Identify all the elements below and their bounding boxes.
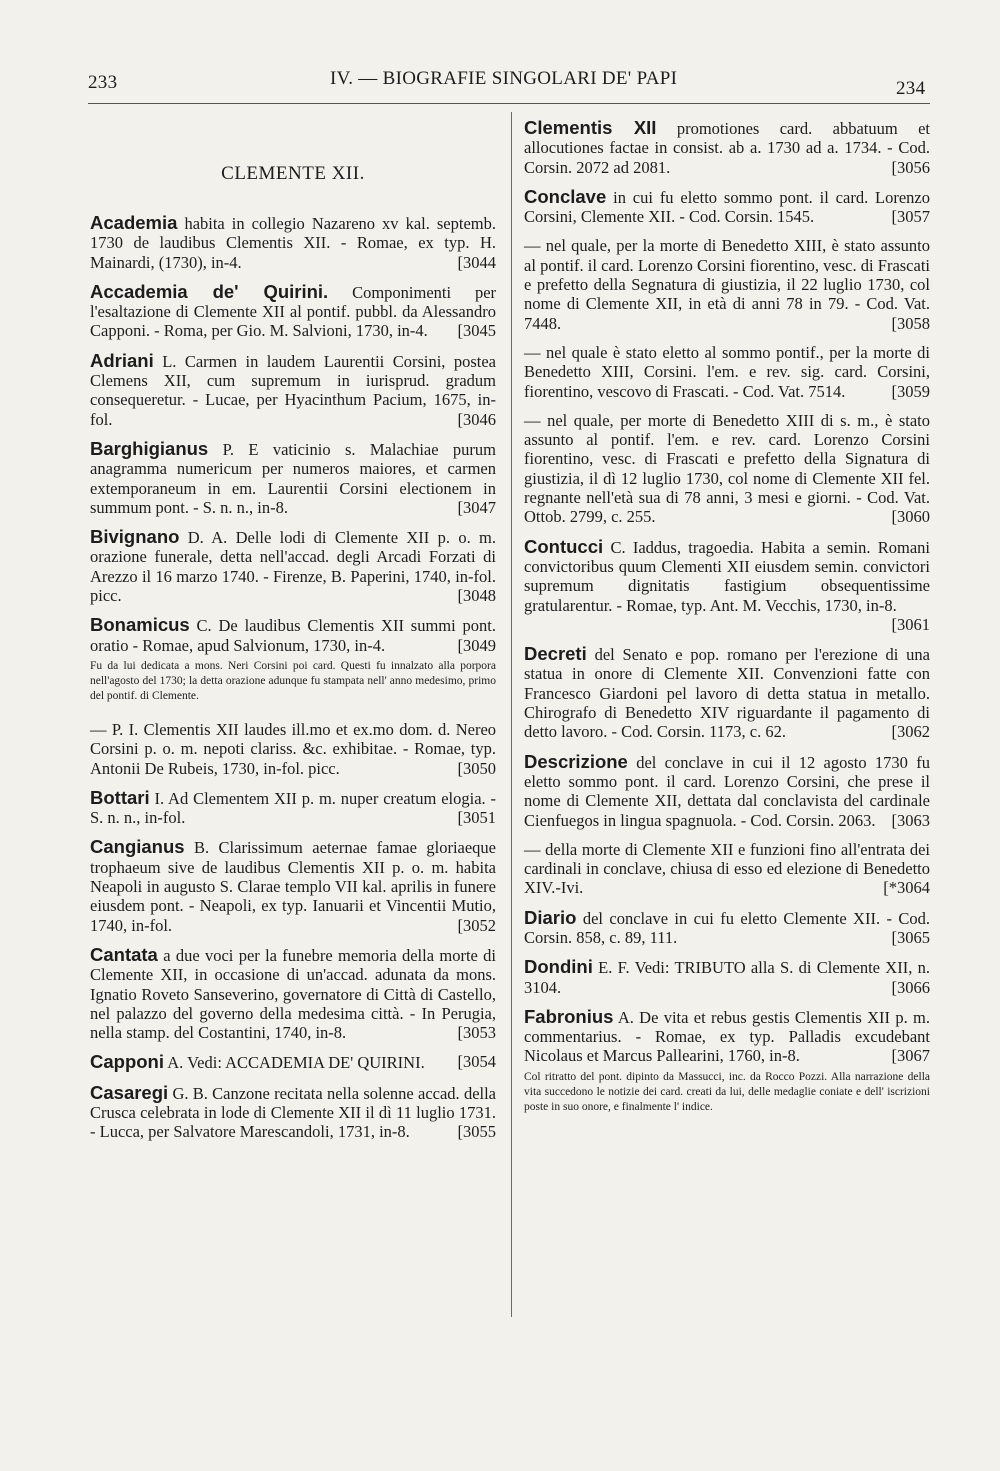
entry-text: della morte di Clemente XII e funzioni fino all'entrata dei cardinali in conclave, chiusa di esso ed elezione di Benedetto XIV.-Ivi. (524, 839, 931, 898)
entry-heading: Adriani (90, 349, 154, 371)
entry-text: A. Vedi: ACCADEMIA DE' QUIRINI. (167, 1053, 425, 1073)
entry-number: [3056 (891, 157, 930, 177)
entry-text: promotiones card. abbatuum et allocutiones factae in consist. ab a. 1730 ad a. 1734. - Cod. Corsin. 2072 ad 2081. (524, 119, 930, 177)
entry-number: [3045 (457, 321, 496, 341)
bibliography-entry (524, 840, 930, 898)
entry-number: [3061 (891, 614, 930, 634)
entry-number: [3063 (891, 810, 930, 830)
entry-text: G. B. Canzone recitata nella solenne accad. della Crusca celebrata in lode di Clemente XII il dì 11 luglio 1731. - Lucca, per Salvatore Marescandoli, 1731, in-8. (90, 1083, 497, 1142)
entry-number: [3067 (891, 1046, 930, 1066)
entry-number: [3051 (457, 808, 496, 828)
entry-number: [3048 (457, 586, 496, 606)
bibliography-entry (524, 752, 930, 830)
bibliography-entry (524, 957, 930, 997)
entry-text: in cui fu eletto sommo pont. il card. Lorenzo Corsini, Clemente XII. - Cod. Corsin. 1545. (524, 187, 931, 227)
entry-heading: Conclave (524, 185, 607, 207)
page-header (0, 68, 1000, 102)
entry-text: I. Ad Clementem XII p. m. nuper creatum elogia. - S. n. n., in-fol. (90, 788, 496, 828)
entry-number: [3060 (891, 507, 930, 527)
entry-heading: Diario (524, 906, 577, 928)
entry-heading: Bottari (90, 786, 150, 808)
bibliography-entry (90, 213, 496, 272)
entry-text: habita in collegio Nazareno xv kal. septemb. 1730 de laudibus Clementis XII. - Romae, ex typ. H. Mainardi, (1730), in-4. (90, 214, 496, 272)
entry-heading: — P. I. (90, 719, 139, 739)
entry-text: C. Iaddus, tragoedia. Habita a semin. Romani convictoribus quum Clementi XII eiusdem semin. convictori supremum dignitatis fastigium obsequentissime gratularentur. - Romae, typ. Ant. M. Vecchis, 1730, in-8. (524, 537, 931, 615)
entry-text: P. E vaticinio s. Malachiae purum anagramma numericum per numeros maiores, et carmen extemporaneum in em. Laurentii Corsini electionem in summum pont. - S. n. n., in-8. (90, 439, 496, 517)
entry-number: [3059 (891, 381, 930, 401)
bibliography-entry (524, 118, 930, 177)
entry-heading: Bivignano (90, 526, 180, 548)
page-number-right: 234 (896, 78, 926, 99)
entry-text: del Senato e pop. romano per l'erezione di una statua in onore di Clemente XII. Convenzioni fatte con Francesco Giardoni pel lavoro di detta statua in metallo. Chirografo di Benedetto XIV riguardante il pagamento di detto lavoro. - Cod. Corsin. 1173, c. 62. (524, 645, 930, 742)
entry-heading: Academia (90, 212, 178, 233)
entry-text: E. F. Vedi: TRIBUTO alla S. di Clemente XII, n. 3104. (524, 958, 930, 997)
entry-number: [3046 (457, 409, 496, 429)
entry-number: [3057 (891, 207, 930, 227)
bibliography-entry (524, 537, 930, 634)
entry-heading: Accademia de' Quirini. (90, 280, 329, 302)
bibliography-entry (90, 439, 496, 517)
entry-number: [3054 (457, 1052, 496, 1072)
entry-heading: Barghigianus (90, 437, 209, 459)
entry-number: [3065 (891, 927, 930, 947)
left-column (90, 118, 496, 1152)
bibliography-entry (90, 527, 496, 605)
entry-text: A. De vita et rebus gestis Clementis XII p. m. commentarius. - Romae, ex typ. Palladis excudebant Nicolaus et Marcus Pallearini, 1760, in-8. (524, 1007, 931, 1066)
section-title: CLEMENTE XII. (221, 163, 365, 184)
entry-text: C. De laudibus Clementis XII summi pont. oratio - Romae, apud Salvionum, 1730, in-4. (90, 616, 496, 655)
entry-heading: Casaregi (90, 1081, 169, 1103)
entry-number: [3066 (891, 977, 930, 997)
entry-number: [3044 (457, 252, 496, 272)
entry-note: Col ritratto del pont. dipinto da Massucci, inc. da Rocco Pozzi. Alla narrazione della vita succedono le notizie dei card. creati da lui, delle medaglie coniate e dell' iscrizioni poste in suo onore, e finalmente l' indice. (524, 1070, 930, 1113)
bibliography-entry (524, 236, 930, 332)
bibliography-entry (90, 351, 496, 429)
entry-heading: — (524, 236, 541, 256)
entry-text: Clementis XII laudes ill.mo et ex.mo dom. d. Nereo Corsini p. o. m. nepoti clariss. &c. exhibitae. - Romae, typ. Antonii De Rubeis, 1730, in-fol. picc. (90, 719, 497, 778)
entry-text: del conclave in cui il 12 agosto 1730 fu eletto sommo pont. il card. Lorenzo Corsini, che prese il nome di Clemente XII, dettata dal conclavista del cardinale Cienfuegos in lingua spagnuola. - Cod. Corsin. 2063. (524, 752, 930, 830)
entry-text: L. Carmen in laudem Laurentii Corsini, postea Clemens XII, cum supremum in iurisprud. gradum consequeretur. - Lucae, per Hyacinthum Pacium, 1675, in-fol. (90, 351, 497, 429)
column-divider (511, 112, 512, 1317)
entry-heading: Clementis XII (524, 117, 657, 138)
entry-number: [3055 (457, 1122, 496, 1142)
entry-heading: Contucci (524, 535, 604, 557)
entry-heading: Cangianus (90, 836, 185, 858)
entry-number: [3058 (891, 313, 930, 333)
entry-number: [3053 (457, 1023, 496, 1043)
entry-number: [3052 (457, 915, 496, 935)
bibliography-entry (90, 945, 496, 1042)
header-rule (88, 103, 930, 104)
bibliography-entry (90, 1052, 496, 1072)
bibliography-entry (524, 1007, 930, 1066)
entry-heading: Capponi (90, 1051, 164, 1073)
entry-number: [*3064 (883, 878, 930, 898)
entry-heading: Cantata (90, 943, 158, 965)
entry-text: D. A. Delle lodi di Clemente XII p. o. m. orazione funerale, detta nell'accad. degli Arcadi Forzati di Arezzo il 16 marzo 1740. - Firenze, B. Paperini, 1740, in-fol. picc. (90, 528, 497, 606)
bibliography-entry (90, 282, 496, 341)
running-title: IV. — BIOGRAFIE SINGOLARI DE' PAPI (330, 68, 678, 89)
entry-number: [3049 (457, 635, 496, 655)
bibliography-entry (90, 837, 496, 934)
entry-heading: Bonamicus (90, 614, 190, 636)
right-column (524, 118, 930, 1131)
entry-text: a due voci per la funebre memoria della morte di Clemente XII, in occasione di un'accad. adunata da mons. Ignatio Roveto Sanseverino, governatore di Città di Castello, nel palazzo del governo della medesima città. - In Perugia, nella stamp. del Costantini, 1740, in-8. (90, 945, 497, 1043)
bibliography-entry (524, 644, 930, 741)
page-number-left: 233 (88, 72, 118, 93)
entry-text: Componimenti per l'esaltazione di Clemente XII al pontif. pubbl. da Alessandro Capponi. - Roma, per Gio. M. Salvioni, 1730, in-4. (90, 282, 497, 341)
entry-heading: Decreti (524, 643, 587, 665)
bibliography-entry (90, 720, 496, 778)
bibliography-entry (524, 187, 930, 227)
bibliography-entry (90, 615, 496, 655)
entry-heading: Descrizione (524, 750, 628, 772)
bibliography-entry (90, 788, 496, 828)
entry-heading: Fabronius (524, 1005, 614, 1027)
entry-heading: — (524, 410, 541, 430)
entry-text: nel quale, per la morte di Benedetto XIII, è stato assunto al pontif. il card. Lorenzo Corsini fiorentino, vesc. di Frascati e prefetto della Segnatura di giustizia, il 22 luglio 1730, col nome di Clemente XII, in età di anni 78 in 79. - Cod. Vat. 7448. (524, 236, 931, 333)
entry-number: [3047 (457, 497, 496, 517)
entry-heading: — (524, 839, 541, 859)
entry-text: nel quale, per morte di Benedetto XIII di s. m., è stato assunto al pontif. l'em. e rev. card. Lorenzo Corsini fiorentino, vesc. di Frascati e prefetto della Signatura di giustizia, il dì 12 luglio 1730, col nome di Clemente XII fel. regnante nell'età sua di 78 anni, 3 mesi e giorni. - Cod. Vat. Ottob. 2799, c. 255. (524, 410, 930, 527)
bibliography-entry (524, 343, 930, 401)
entry-heading: Dondini (524, 956, 593, 978)
entry-text: del conclave in cui fu eletto Clemente XII. - Cod. Corsin. 858, c. 89, 111. (524, 908, 930, 947)
entry-number: [3062 (891, 722, 930, 742)
bibliography-entry (524, 908, 930, 948)
entry-text: B. Clarissimum aeternae famae gloriaeque trophaeum sive de laudibus Clementis XII p. o. m. habita Neapoli in augusto S. Clarae templo VII kal. aprilis in funere eiusdem pont. - Neapoli, ex typ. Ianuarii et Vincentii Mutio, 1740, in-fol. (90, 838, 496, 935)
entry-text: nel quale è stato eletto al sommo pontif., per la morte di Benedetto XIII, Corsini. l'em. e rev. sig. card. Corsini, fiorentino, vescovo di Frascati. - Cod. Vat. 7514. (524, 342, 931, 401)
bibliography-entry (524, 411, 930, 527)
entry-heading: — (524, 342, 541, 362)
entry-number: [3050 (457, 758, 496, 778)
bibliography-entry (90, 1083, 496, 1142)
entry-note: Fu da lui dedicata a mons. Neri Corsini poi card. Questi fu innalzato alla porpora nell'agosto del 1730; la detta orazione adunque fu stampata nell' anno medesimo, primo del pontif. di Clemente. (90, 659, 496, 702)
